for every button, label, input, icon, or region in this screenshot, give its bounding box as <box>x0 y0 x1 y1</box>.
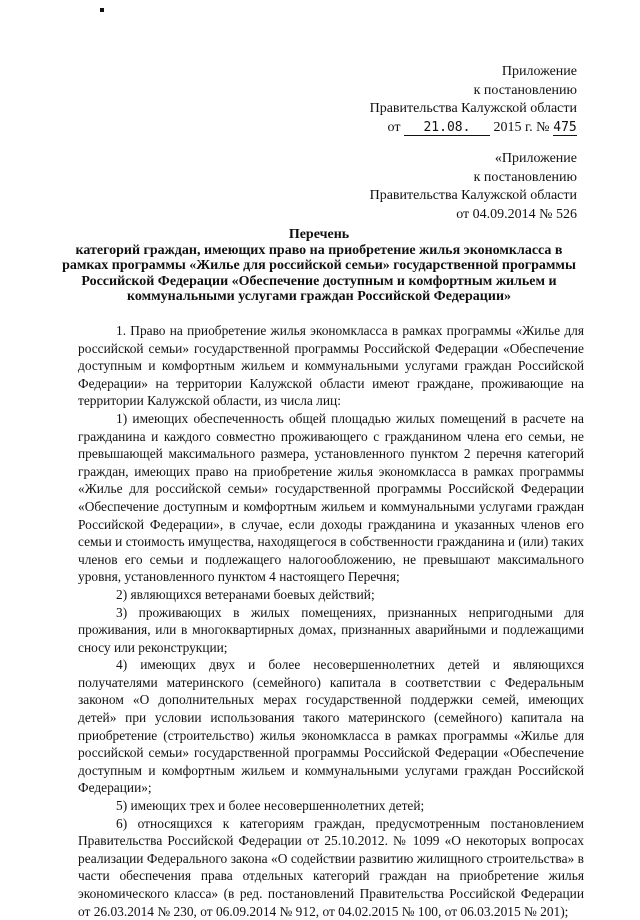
paragraph: 4) имеющих двух и более несовершеннолетних детей и являющихся получателями материнского (семейного) капитала в соответствии с Федеральным законом «О дополнительных мерах государственной поддержки семей, имеющих детей» при условии использования такого материнского (семейного) капитала на приобретение (строительство) жилья экономкласса в рамках программы «Жилье для российской семьи» государственной программы Российской Федерации «Обеспечение доступным и комфортным жильем и коммунальными услугами граждан Российской Федерации»; <box>78 657 584 796</box>
appendix2-date: от 04.09.2014 № 526 <box>456 206 577 222</box>
paragraph: 5) имеющих трех и более несовершеннолетних детей; <box>116 798 425 814</box>
appendix2-line-3: Правительства Калужской области <box>369 188 577 203</box>
year-text: 2015 г. <box>493 119 533 135</box>
date-fill: 21.08. <box>404 121 490 136</box>
appendix-date-line <box>370 119 577 138</box>
from-label: от <box>387 119 401 135</box>
paragraph: 6) относящихся к категориям граждан, предусмотренным постановлением Правительства Российской Федерации от 25.10.2012. № 1099 «О некоторых вопросах реализации Федерального закона «О содействии развитию жилищного строительства» в части обеспечения права отдельных категорий граждан на приобретение жилья экономического класса» (в ред. постановлений Правительства Российской Федерации от 26.03.2014 № 230, от 06.09.2014 № 912, от 04.02.2015 № 100, от 06.03.2015 № 201); <box>78 815 584 919</box>
paragraph: 1) имеющих обеспеченность общей площадью жилых помещений в расчете на гражданина и каждого совместно проживающего с гражданином члена его семьи, не превышающей максимального размера, установленного пунктом 2 перечня категорий граждан, имеющих право на приобретение жилья экономкласса в рамках программы «Жилье для российской семьи» государственной программы Российской Федерации «Обеспечение доступным и комфортным жильем и коммунальными услугами граждан Российской Федерации», в случае, если доходы гражданина и указанных членов его семьи и стоимость имущества, находящегося в собственности гражданина и (или) таких членов его семьи и подлежащего налогообложению, не превышают максимального уровня, установленного пунктом 4 настоящего Перечня; <box>78 410 584 585</box>
number-fill: 475 <box>553 119 577 135</box>
appendix-line-3: Правительства Калужской области <box>369 101 577 116</box>
original-appendix-header <box>370 150 577 224</box>
heading-subtitle: категорий граждан, имеющих право на приобретение жилья экономкласса в рамках программы «Жилье для российской семьи» государственной программы Российской Федерации «Обеспечение доступным и комфортным жильем и коммунальными услугами граждан Российской Федерации» <box>62 242 576 304</box>
paragraph: 1. Право на приобретение жилья экономкласса в рамках программы «Жилье для российской семьи» государственной программы Российской Федерации «Обеспечение доступным и комфортным жильем и коммунальными услугами граждан Российской Федерации» на территории Калужской области имеют граждане, проживающие на территории Калужской области, из числа лиц: <box>78 323 584 409</box>
scan-mark <box>100 8 104 12</box>
appendix-line-2: к постановлению <box>473 82 577 98</box>
paragraph: 2) являющихся ветеранами боевых действий; <box>116 586 375 602</box>
document-heading <box>60 227 578 305</box>
appendix2-title: «Приложение <box>494 151 577 166</box>
heading-title: Перечень <box>288 227 350 242</box>
document-body <box>78 322 584 920</box>
appendix-header <box>370 63 577 137</box>
appendix-title: Приложение <box>501 64 577 79</box>
paragraph: 3) проживающих в жилых помещениях, признанных непригодными для проживания, или в многоквартирных домах, признанных аварийными и подлежащими сносу или реконструкции; <box>78 604 584 655</box>
number-label: № <box>536 119 550 135</box>
appendix2-line-2: к постановлению <box>473 169 577 185</box>
